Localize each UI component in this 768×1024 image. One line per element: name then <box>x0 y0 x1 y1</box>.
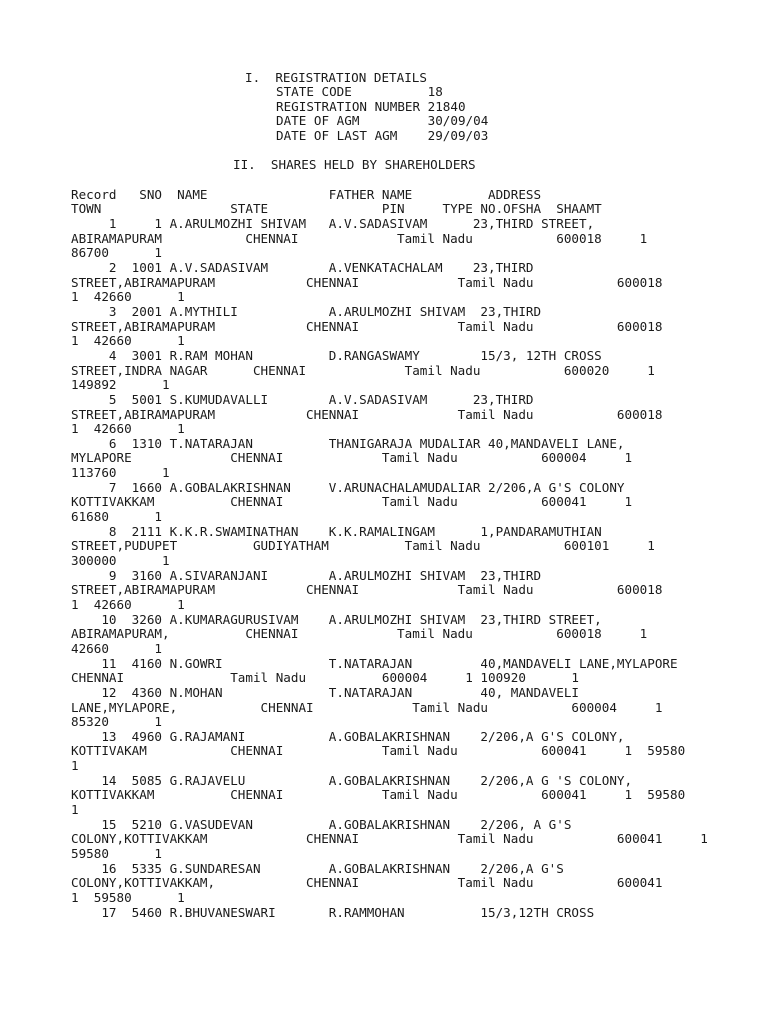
table-line: CHENNAI Tamil Nadu 600004 1 100920 1 <box>71 670 579 686</box>
section-1-heading: I. REGISTRATION DETAILS <box>245 70 427 85</box>
table-line: STREET,PUDUPET GUDIYATHAM Tamil Nadu 600101 1 <box>71 538 655 554</box>
section-2-heading: II. SHARES HELD BY SHAREHOLDERS <box>233 157 476 172</box>
table-line: 4 3001 R.RAM MOHAN D.RANGASWAMY 15/3, 12TH CROSS <box>71 347 602 363</box>
table-line: STREET,INDRA NAGAR CHENNAI Tamil Nadu 600020 1 <box>71 362 655 378</box>
table-line: 11 4160 N.GOWRI T.NATARAJAN 40,MANDAVELI LANE,MYLAPORE <box>71 655 678 671</box>
table-line: 14 5085 G.RAJAVELU A.GOBALAKRISHNAN 2/206,A G 'S COLONY, <box>71 772 633 788</box>
table-line: 3 2001 A.MYTHILI A.ARULMOZHI SHIVAM 23,THIRD <box>71 303 542 319</box>
table-line: KOTTIVAKKAM CHENNAI Tamil Nadu 600041 1 59580 <box>71 787 686 803</box>
table-line: 1 59580 1 <box>71 889 185 905</box>
table-line: ABIRAMAPURAM CHENNAI Tamil Nadu 600018 1 <box>71 230 648 246</box>
state-code: STATE CODE 18 <box>276 84 443 99</box>
table-line: 2 1001 A.V.SADASIVAM A.VENKATACHALAM 23,THIRD <box>71 259 534 275</box>
table-line: COLONY,KOTTIVAKKAM CHENNAI Tamil Nadu 600041 1 <box>71 831 708 847</box>
table-line: 17 5460 R.BHUVANESWARI R.RAMMOHAN 15/3,12TH CROSS <box>71 904 595 920</box>
table-line: 10 3260 A.KUMARAGURUSIVAM A.ARULMOZHI SHIVAM 23,THIRD STREET, <box>71 611 602 627</box>
table-line: KOTTIVAKKAM CHENNAI Tamil Nadu 600041 1 <box>71 494 633 510</box>
table-line: 15 5210 G.VASUDEVAN A.GOBALAKRISHNAN 2/206, A G'S <box>71 816 572 832</box>
table-line: MYLAPORE CHENNAI Tamil Nadu 600004 1 <box>71 450 633 466</box>
table-line: STREET,ABIRAMAPURAM CHENNAI Tamil Nadu 600018 <box>71 582 663 598</box>
table-line: 6 1310 T.NATARAJAN THANIGARAJA MUDALIAR 40,MANDAVELI LANE, <box>71 435 625 451</box>
table-line: ABIRAMAPURAM, CHENNAI Tamil Nadu 600018 1 <box>71 626 648 642</box>
table-line: 5 5001 S.KUMUDAVALLI A.V.SADASIVAM 23,THIRD <box>71 391 534 407</box>
table-line: STREET,ABIRAMAPURAM CHENNAI Tamil Nadu 600018 <box>71 406 663 422</box>
table-line: LANE,MYLAPORE, CHENNAI Tamil Nadu 600004 1 <box>71 699 663 715</box>
header-line: TOWN STATE PIN TYPE NO.OFSHA SHAAMT <box>71 201 602 216</box>
table-line: 149892 1 <box>71 377 170 393</box>
table-line: 13 4960 G.RAJAMANI A.GOBALAKRISHNAN 2/206,A G'S COLONY, <box>71 728 625 744</box>
table-line: 8 2111 K.K.R.SWAMINATHAN K.K.RAMALINGAM 1,PANDARAMUTHIAN <box>71 523 602 539</box>
table-line: 86700 1 <box>71 245 162 261</box>
table-line: 42660 1 <box>71 640 162 656</box>
table-line: COLONY,KOTTIVAKKAM, CHENNAI Tamil Nadu 600041 <box>71 875 663 891</box>
table-line: STREET,ABIRAMAPURAM CHENNAI Tamil Nadu 600018 <box>71 318 663 334</box>
header-line: Record SNO NAME FATHER NAME ADDRESS <box>71 187 542 202</box>
table-line: 1 42660 1 <box>71 596 185 612</box>
table-line: 7 1660 A.GOBALAKRISHNAN V.ARUNACHALAMUDALIAR 2/206,A G'S COLONY <box>71 479 625 495</box>
table-line: 61680 1 <box>71 509 162 524</box>
table-line: 16 5335 G.SUNDARESAN A.GOBALAKRISHNAN 2/206,A G'S <box>71 860 564 876</box>
table-line: 1 <box>71 758 79 774</box>
table-line: 12 4360 N.MOHAN T.NATARAJAN 40, MANDAVELI <box>71 684 579 700</box>
table-line: 113760 1 <box>71 465 170 481</box>
table-line: 300000 1 <box>71 553 170 568</box>
table-line: 1 42660 1 <box>71 289 185 305</box>
registration-number: REGISTRATION NUMBER 21840 <box>276 99 466 114</box>
table-line: KOTTIVAKAM CHENNAI Tamil Nadu 600041 1 59580 <box>71 743 686 759</box>
date-of-last-agm: DATE OF LAST AGM 29/09/03 <box>276 128 489 143</box>
table-line: 59580 1 <box>71 846 162 861</box>
table-line: 1 <box>71 802 79 817</box>
date-of-agm: DATE OF AGM 30/09/04 <box>276 113 489 128</box>
table-line: 1 42660 1 <box>71 333 185 349</box>
table-line: 1 42660 1 <box>71 421 185 437</box>
table-line: 9 3160 A.SIVARANJANI A.ARULMOZHI SHIVAM 23,THIRD <box>71 567 542 583</box>
table-line: 1 1 A.ARULMOZHI SHIVAM A.V.SADASIVAM 23,THIRD STREET, <box>71 216 595 231</box>
table-line: 85320 1 <box>71 714 162 730</box>
table-line: STREET,ABIRAMAPURAM CHENNAI Tamil Nadu 600018 <box>71 274 663 290</box>
